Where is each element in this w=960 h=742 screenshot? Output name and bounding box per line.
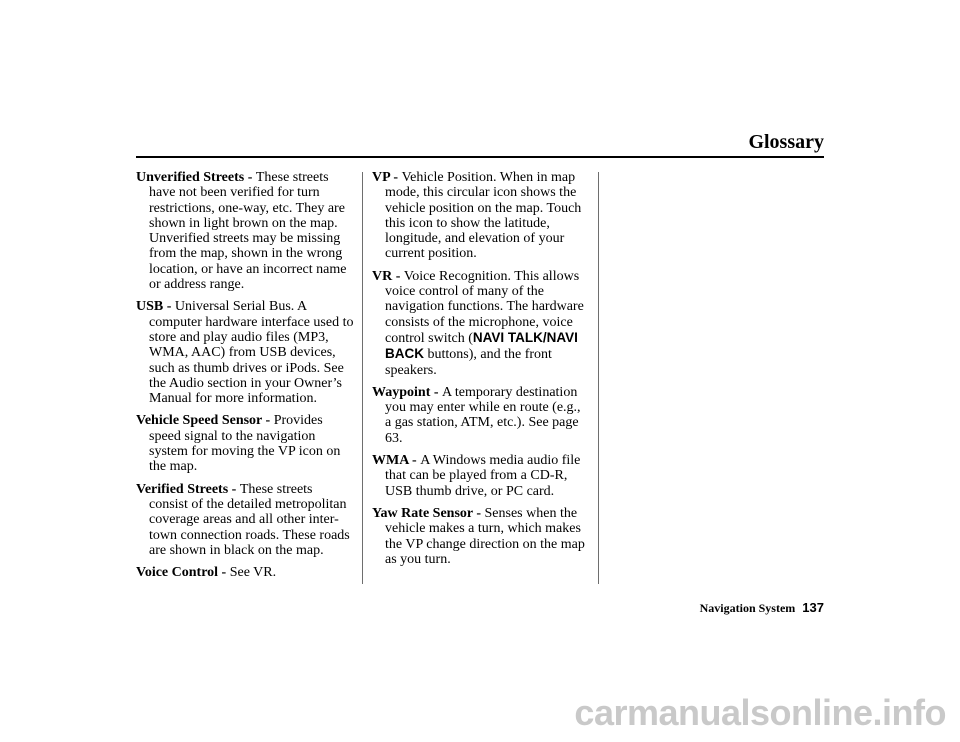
- glossary-term: Voice Control -: [136, 565, 230, 581]
- glossary-definition-continued: buttons), and the front speakers.: [385, 347, 552, 378]
- glossary-term: Waypoint -: [372, 384, 443, 400]
- glossary-entry-usb: [136, 299, 354, 406]
- glossary-entry-yaw-rate-sensor: [372, 506, 590, 567]
- glossary-definition: A Windows media audio file that can be played from a CD-R, USB thumb drive, or PC card.: [385, 453, 581, 499]
- glossary-entry-vehicle-speed-sensor: [136, 413, 354, 474]
- glossary-entry-vr: [372, 269, 590, 378]
- glossary-definition: Vehicle Position. When in map mode, this circular icon shows the vehicle position on the map. Touch this icon to show the latitude, longitude, and elevation of your current position.: [385, 170, 582, 262]
- glossary-entry-waypoint: [372, 385, 590, 446]
- page-title: Glossary: [748, 131, 824, 153]
- glossary-definition: Senses when the vehicle makes a turn, which makes the VP change direction on the map as you turn.: [385, 505, 585, 567]
- glossary-term: Verified Streets -: [136, 481, 240, 497]
- glossary-entry-vp: [372, 170, 590, 262]
- glossary-term: Vehicle Speed Sensor -: [136, 413, 274, 429]
- glossary-middle-column: [372, 170, 590, 574]
- glossary-definition: See VR.: [229, 565, 277, 581]
- glossary-entry-unverified-streets: [136, 170, 354, 292]
- glossary-definition: Voice Recognition. This allows voice control of many of the navigation functions. The hardware consists of the microphone, voice control switch (: [385, 268, 584, 346]
- glossary-definition: These streets have not been verified for turn restrictions, one-way, etc. They are shown in light brown on the map. Unverified streets may be missing from the map, shown in the wrong location, or have an incorrect name or address range.: [149, 170, 347, 293]
- watermark: carmanualsonline.info: [574, 692, 946, 733]
- glossary-term: Yaw Rate Sensor -: [372, 505, 485, 521]
- glossary-entry-verified-streets: [136, 482, 354, 558]
- glossary-definition: A temporary destination you may enter while en route (e.g., a gas station, ATM, etc.). See page 63.: [385, 384, 581, 446]
- glossary-definition: These streets consist of the detailed metropolitan coverage areas and all other inter-town connection roads. These roads are shown in black on the map.: [149, 481, 350, 558]
- glossary-left-column: [136, 170, 354, 587]
- glossary-term: WMA -: [372, 453, 421, 469]
- page-number: 137: [802, 600, 824, 615]
- glossary-entry-wma: [372, 453, 590, 499]
- header-rule: [136, 156, 824, 158]
- page-footer: [700, 600, 824, 616]
- glossary-term: VP -: [372, 170, 402, 185]
- glossary-term: Unverified Streets -: [136, 170, 256, 185]
- button-name-navi-talk-back: NAVI TALK/NAVI BACK: [385, 329, 578, 362]
- glossary-entry-voice-control: [136, 565, 354, 580]
- glossary-term: VR -: [372, 268, 404, 284]
- glossary-definition: Universal Serial Bus. A computer hardware interface used to store and play audio files (MP3, WMA, AAC) from USB devices, such as thumb drives or iPods. See the Audio section in your Owner’s Manual for more information.: [149, 299, 354, 407]
- glossary-definition: Provides speed signal to the navigation system for moving the VP icon on the map.: [149, 413, 341, 475]
- column-divider: [598, 172, 599, 584]
- footer-label: Navigation System: [699, 601, 796, 615]
- glossary-term: USB -: [136, 299, 175, 315]
- column-divider: [362, 172, 363, 584]
